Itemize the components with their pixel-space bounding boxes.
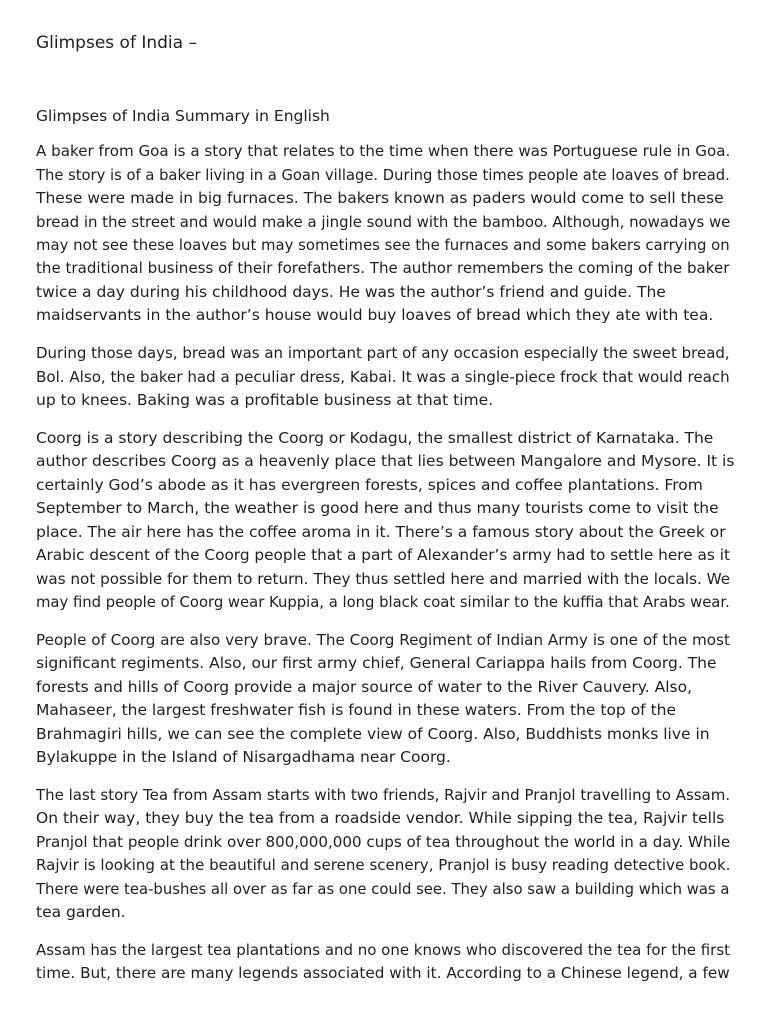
paragraph-baker-from-goa [36,140,734,327]
text-line: Arabic descent of the Coorg people that a part of Alexander’s army had to settle here as it [36,546,730,565]
text-line: Brahmagiri hills, we can see the complete view of Coorg. Also, Buddhists monks live in [36,724,710,743]
page-title: Glimpses of India – [36,33,197,53]
text-line: up to knees. Baking was a profitable business at that time. [36,391,494,410]
text-line: Rajvir is looking at the beautiful and serene scenery, Pranjol is busy reading detective book. [36,856,731,875]
article-heading: Glimpses of India Summary in English [36,107,330,125]
text-line: the traditional business of their forefathers. The author remembers the coming of the baker [36,259,730,278]
text-line: Bylakuppe in the Island of Nisargadhama near Coorg. [36,747,451,766]
text-line: Mahaseer, the largest freshwater fish is found in these waters. From the top of the [36,701,677,720]
paragraph-spacer [36,412,734,427]
article-body [36,105,734,986]
heading-spacer [36,128,734,140]
paragraph-bread-occasions [36,342,734,412]
text-line: certainly God’s abode as it has evergreen forests, spices and coffee plantations. From [36,475,703,494]
text-line: may not see these loaves but may sometimes see the furnaces and some bakers carrying on [36,236,730,255]
text-line: The story is of a baker living in a Goan village. During those times people ate loaves of bread. [36,166,730,184]
text-line: significant regiments. Also, our first army chief, General Cariappa hails from Coorg. The [36,654,717,673]
text-line: September to March, the weather is good here and thus many tourists come to visit the [36,499,719,518]
text-line: was not possible for them to return. They thus settled here and married with the locals. We [36,569,731,588]
text-line: These were made in big furnaces. The bakers known as paders would come to sell these [36,189,724,208]
text-line: On their way, they buy the tea from a roadside vendor. While sipping the tea, Rajvir tells [36,809,725,828]
text-line: During those days, bread was an important part of any occasion especially the sweet bread, [36,344,730,363]
text-line: Assam has the largest tea plantations and no one knows who discovered the tea for the first [36,940,731,959]
text-line: A baker from Goa is a story that relates to the time when there was Portuguese rule in Goa. [36,142,731,161]
paragraph-coorg-people [36,629,734,769]
text-line: tea garden. [36,902,126,921]
text-line: place. The air here has the coffee aroma in it. There’s a famous story about the Greek or [36,522,726,541]
text-line: maidservants in the author’s house would buy loaves of bread which they ate with tea. [36,306,714,325]
paragraph-spacer [36,614,734,629]
text-line: The last story Tea from Assam starts with two friends, Rajvir and Pranjol travelling to Assam. [36,785,731,804]
text-line: time. But, there are many legends associated with it. According to a Chinese legend, a few [36,964,730,983]
paragraph-coorg [36,427,734,614]
text-line: People of Coorg are also very brave. The Coorg Regiment of Indian Army is one of the most [36,630,730,649]
text-line: author describes Coorg as a heavenly place that lies between Mangalore and Mysore. It is [36,452,735,471]
paragraph-tea-from-assam [36,784,734,924]
paragraph-spacer [36,328,734,343]
text-line: twice a day during his childhood days. He was the author’s friend and guide. The [36,282,666,301]
text-line: Bol. Also, the baker had a peculiar dress, Kabai. It was a single-piece frock that would reach [36,367,730,386]
text-line: bread in the street and would make a jingle sound with the bamboo. Although, nowadays we [36,212,731,231]
paragraph-spacer [36,924,734,939]
text-line: forests and hills of Coorg provide a major source of water to the River Cauvery. Also, [36,677,692,696]
text-line: may find people of Coorg wear Kuppia, a long black coat similar to the kuffia that Arabs wear. [36,593,730,611]
paragraph-assam-legends [36,939,734,986]
text-line: Coorg is a story describing the Coorg or Kodagu, the smallest district of Karnataka. The [36,429,714,448]
text-line: Pranjol that people drink over 800,000,000 cups of tea throughout the world in a day. While [36,832,731,851]
paragraph-spacer [36,769,734,784]
text-line: There were tea-bushes all over as far as one could see. They also saw a building which was a [36,880,730,898]
